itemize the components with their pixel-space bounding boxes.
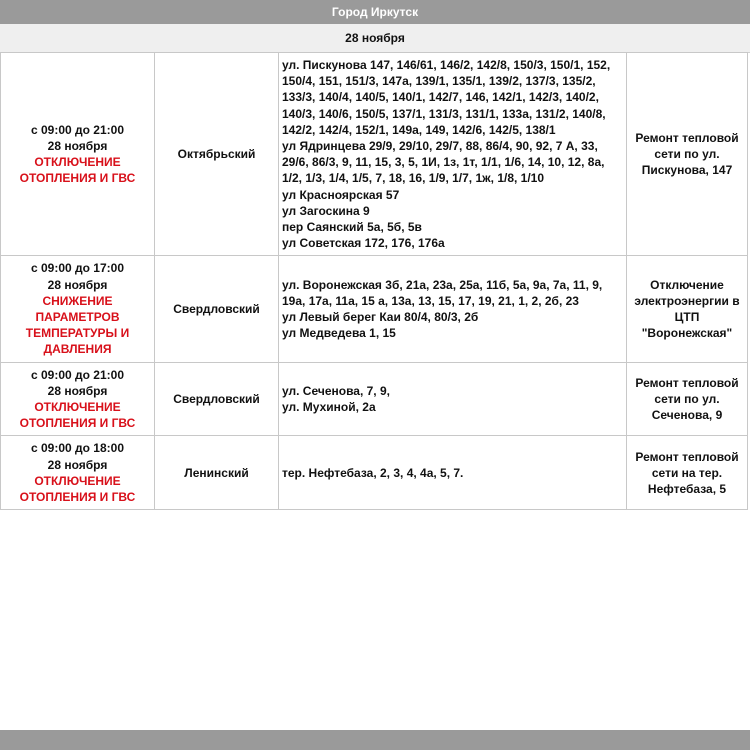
- outage-type: ОТОПЛЕНИЯ И ГВС: [19, 490, 136, 505]
- address-line: ул. Мухиной, 2а: [282, 400, 376, 415]
- reason-cell: Ремонт тепловой сети по ул. Пискунова, 147: [627, 53, 748, 256]
- row-date: 28 ноября: [47, 383, 108, 398]
- outage-type: ОТОПЛЕНИЯ И ГВС: [19, 416, 136, 431]
- time-range: с 09:00 до 18:00: [30, 441, 124, 456]
- reason-cell: Ремонт тепловой сети по ул. Сеченова, 9: [627, 362, 748, 436]
- table-row: [1, 362, 748, 436]
- outage-table: [0, 52, 748, 510]
- time-cell: [1, 53, 155, 256]
- table-row: [1, 256, 748, 362]
- city-header: Город Иркутск: [0, 0, 750, 24]
- address-cell: [279, 256, 627, 362]
- outage-type: ОТОПЛЕНИЯ И ГВС: [19, 171, 136, 186]
- outage-type: СНИЖЕНИЕ: [42, 293, 113, 308]
- table-row: [1, 53, 748, 256]
- time-range: с 09:00 до 21:00: [30, 122, 124, 137]
- row-date: 28 ноября: [47, 139, 108, 154]
- district-cell: Свердловский: [155, 256, 279, 362]
- address-line: ул Левый берег Каи 80/4, 80/3, 2б: [282, 310, 479, 325]
- outage-type: ОТКЛЮЧЕНИЕ: [34, 155, 121, 170]
- outage-type: ОТКЛЮЧЕНИЕ: [34, 400, 121, 415]
- date-header: 28 ноября: [0, 24, 750, 53]
- address-cell: [279, 362, 627, 436]
- footer-bar: [0, 730, 750, 750]
- row-date: 28 ноября: [47, 277, 108, 292]
- reason-cell: Отключение электроэнергии в ЦТП "Воронежская": [627, 256, 748, 362]
- address-line: ул. Сеченова, 7, 9,: [282, 383, 390, 398]
- address-cell: [279, 53, 627, 256]
- outage-type: ТЕМПЕРАТУРЫ И: [25, 326, 130, 341]
- address-line: ул Загоскина 9: [282, 203, 370, 218]
- outage-type: ДАВЛЕНИЯ: [43, 342, 112, 357]
- address-line: ул Советская 172, 176, 176а: [282, 236, 445, 251]
- address-line: ул Красноярская 57: [282, 187, 400, 202]
- reason-cell: Ремонт тепловой сети на тер. Нефтебаза, 5: [627, 436, 748, 510]
- outage-type: ПАРАМЕТРОВ: [35, 310, 120, 325]
- address-line: ул Ядринцева 29/9, 29/10, 29/7, 88, 86/4, 90, 92, 7 А, 33, 29/6, 86/3, 9, 11, 15, 3, 5, 1И, 1з, 1т, 1/1, 1/6, 14, 10, 12, 8а, 1/2, 1/3, 1/4, 1/5, 7, 18, 16, 1/9, 1/7, 1ж, 1/8, 1/10: [282, 139, 605, 186]
- district-cell: Октябрьский: [155, 53, 279, 256]
- table-row: [1, 436, 748, 510]
- address-line: тер. Нефтебаза, 2, 3, 4, 4а, 5, 7.: [282, 465, 464, 480]
- address-line: ул. Пискунова 147, 146/61, 146/2, 142/8, 150/3, 150/1, 152, 150/4, 151, 151/3, 147а, 139/1, 135/1, 139/2, 137/3, 135/2, 133/3, 140/4, 140/5, 140/1, 142/7, 146, 142/1, 142/3, 140/2, 140/3, 140/6, 150/5, 137/1, 131/3, 131/1, 133а, 131/2, 140/8, 142/2, 142/4, 152/1, 149а, 149, 142/6, 142/5, 138/1: [282, 58, 611, 137]
- address-line: ул Медведева 1, 15: [282, 326, 396, 341]
- time-cell: [1, 436, 155, 510]
- address-line: пер Саянский 5а, 5б, 5в: [282, 220, 422, 235]
- time-range: с 09:00 до 21:00: [30, 367, 124, 382]
- address-cell: [279, 436, 627, 510]
- district-cell: Ленинский: [155, 436, 279, 510]
- time-cell: [1, 362, 155, 436]
- address-line: ул. Воронежская 3б, 21а, 23а, 25а, 11б, 5а, 9а, 7а, 11, 9, 19а, 17а, 11а, 15 а, 13а, 13, 15, 17, 19, 21, 1, 2, 2б, 23: [282, 277, 603, 308]
- row-date: 28 ноября: [47, 457, 108, 472]
- district-cell: Свердловский: [155, 362, 279, 436]
- time-range: с 09:00 до 17:00: [30, 261, 124, 276]
- time-cell: [1, 256, 155, 362]
- outage-type: ОТКЛЮЧЕНИЕ: [34, 473, 121, 488]
